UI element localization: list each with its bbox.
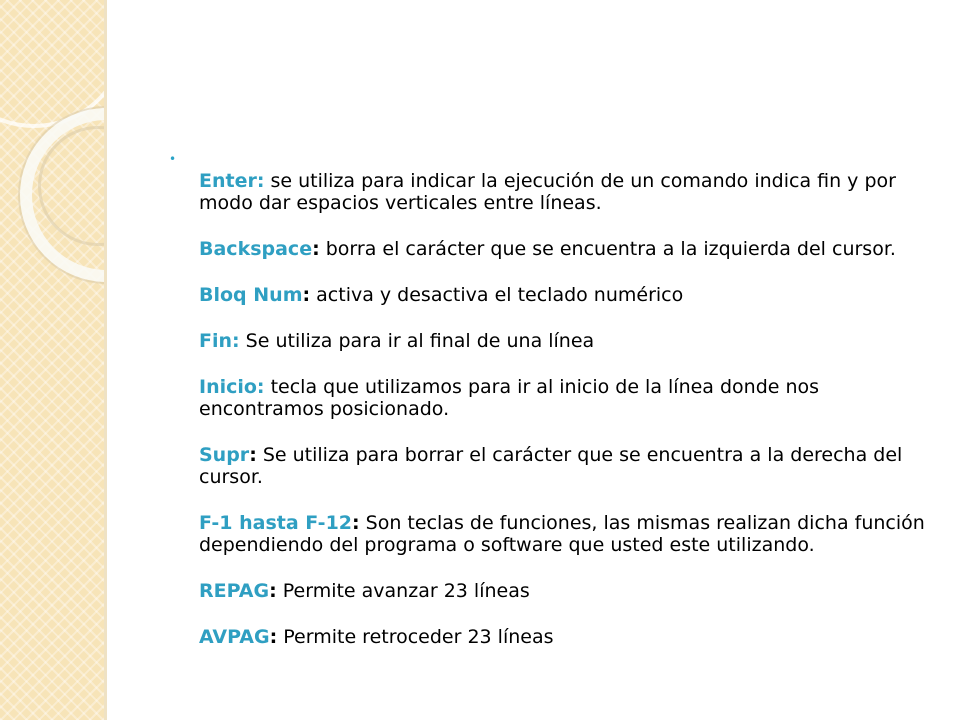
- key-colon: :: [352, 512, 360, 534]
- key-colon: :: [249, 444, 257, 466]
- key-term: Inicio:: [199, 376, 265, 398]
- key-description: activa y desactiva el teclado numérico: [310, 284, 684, 306]
- key-colon: :: [312, 238, 320, 260]
- key-description: borra el carácter que se encuentra a la izquierda del cursor.: [319, 238, 896, 260]
- key-description: Se utiliza para ir al final de una línea: [239, 330, 595, 352]
- key-term: AVPAG: [199, 626, 270, 648]
- key-description: Son teclas de funciones, las mismas realizan dicha función dependiendo del programa o software que usted este utilizando.: [199, 512, 925, 556]
- list-item: [199, 626, 929, 648]
- key-term: Backspace: [199, 238, 313, 260]
- list-item: [199, 170, 929, 214]
- list-item: [199, 330, 929, 352]
- key-term: F-1 hasta F-12: [199, 512, 353, 534]
- key-term: REPAG: [199, 580, 270, 602]
- key-description: se utiliza para indicar la ejecución de un comando indica fin y por modo dar espacios verticales entre líneas.: [199, 170, 896, 214]
- list-item: [199, 444, 929, 488]
- key-description: Permite retroceder 23 líneas: [277, 626, 554, 648]
- bullet-icon: •: [169, 152, 177, 166]
- key-description: tecla que utilizamos para ir al inicio de la línea donde nos encontramos posicionado.: [199, 376, 820, 420]
- sidebar-edge: [104, 0, 107, 720]
- key-colon: :: [269, 626, 278, 648]
- key-term: Enter:: [199, 170, 265, 192]
- list-item: [199, 512, 929, 556]
- key-term: Supr: [199, 444, 250, 466]
- list-item: [199, 580, 929, 602]
- list-item: [199, 284, 929, 306]
- list-item: [199, 238, 929, 260]
- key-definition-list: [169, 150, 929, 648]
- list-item: [199, 376, 929, 420]
- key-colon: :: [302, 284, 311, 306]
- key-term: Bloq Num: [199, 284, 303, 306]
- key-colon: :: [269, 580, 277, 602]
- decorative-sidebar: [0, 0, 106, 720]
- key-description: Se utiliza para borrar el carácter que se encuentra a la derecha del cursor.: [199, 444, 903, 488]
- slide-content: [169, 150, 929, 648]
- key-description: Permite avanzar 23 líneas: [276, 580, 530, 602]
- key-term: Fin:: [199, 330, 240, 352]
